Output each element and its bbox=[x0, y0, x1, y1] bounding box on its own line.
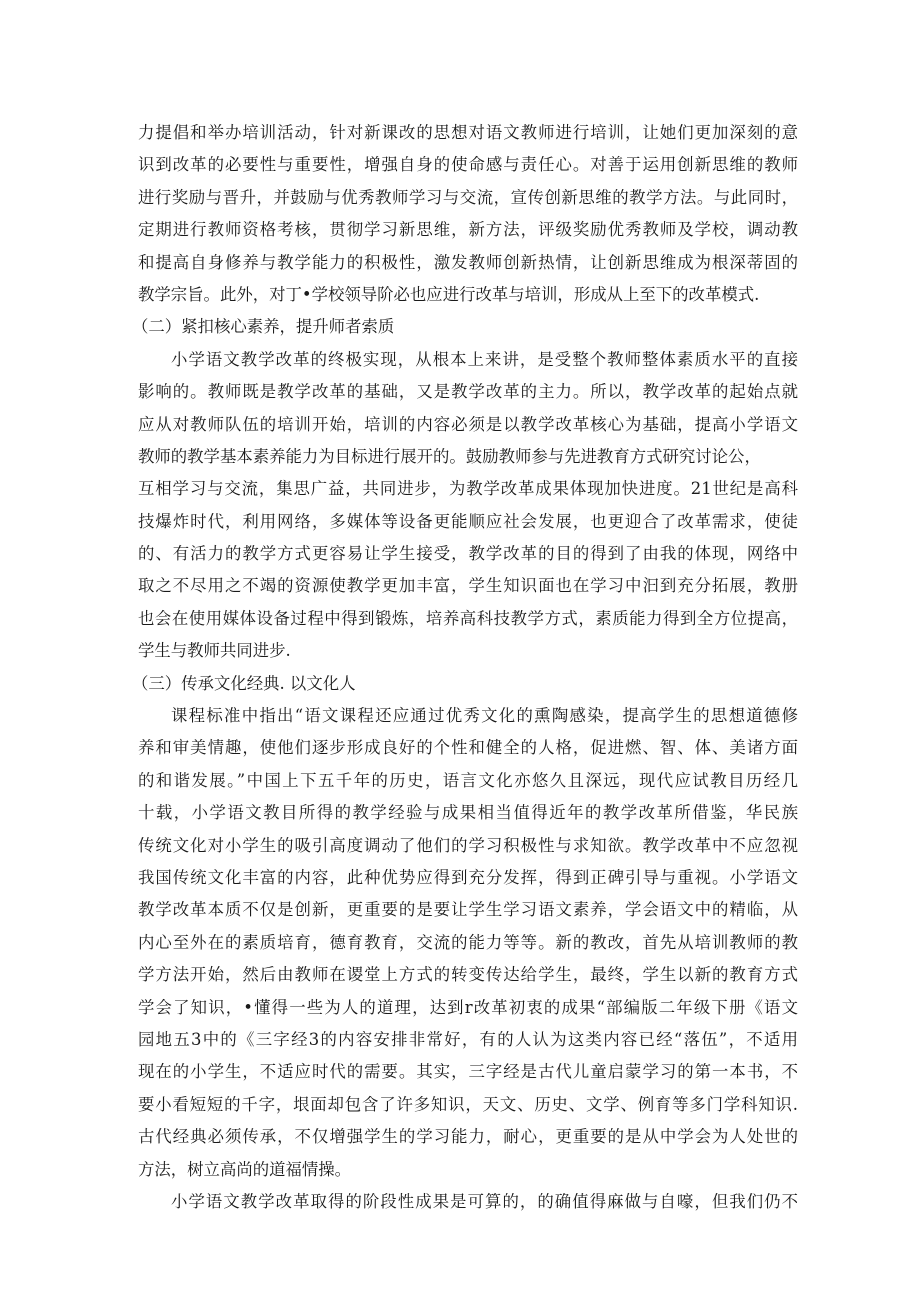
text-line: 十载，小学语文教目所得的教学经验与成果相当值得近年的教学改革所借鉴，华民族 bbox=[138, 803, 798, 823]
text-line: 取之不尽用之不竭的资源使教学更加丰富，学生知识面也在学习中汩到充分拓展，教册 bbox=[138, 576, 798, 596]
text-line: 教学改革本质不仅是创新，更重要的是要让学生学习语文素养，学会语文中的精临，从 bbox=[138, 900, 798, 920]
text-line: 园地五3中的《三字经3的内容安排非常好，有的人认为这类内容已经“落伍”，不适用 bbox=[138, 1029, 798, 1049]
text-line: 我国传统文化丰富的内容，此种优势应得到充分发挥，得到正碑引导与重视。小学语文 bbox=[138, 867, 798, 887]
text-line: 也会在使用媒体设备过程中得到锻炼，培养高科技教学方式，素质能力得到全方位提高， bbox=[138, 608, 798, 628]
text-line: 课程标准中指出“语文课程还应通过优秀文化的熏陶感染，提高学生的思想道德修 bbox=[171, 706, 798, 726]
document-body bbox=[132, 117, 798, 1218]
text-line: 技爆炸时代，利用网络，多媒体等设备更能顺应社会发展，也更迎合了改革需求，使徒 bbox=[138, 511, 798, 531]
text-line: 学生与教师共同进步. bbox=[138, 641, 291, 661]
text-line: 养和审美情趣，使他们逐步形成良好的个性和健全的人格，促进燃、智、体、美诸方面 bbox=[138, 738, 798, 758]
text-line: 传统文化对小学生的吸引高度调动了他们的学习积极性与求知欲。教学改革中不应忽视 bbox=[138, 835, 798, 855]
text-line: 内心至外在的素质培育，德育教育，交流的能力等等。新的教改，首先从培训教师的教 bbox=[138, 932, 798, 952]
text-line: 学方法开始，然后由教师在谡堂上方式的转变传达给学生，最终，学生以新的教育方式 bbox=[138, 965, 798, 985]
text-line: 应从对教师队伍的培训开始，培训的内容必须是以教学改革核心为基础，提高小学语文 bbox=[138, 414, 798, 434]
text-line: 小学语文教学改革取得的阶段性成果是可算的，的确值得麻做与自嚎，但我们仍不 bbox=[171, 1191, 798, 1211]
text-line: 进行奖励与晋升，并鼓励与优秀教师学习与交流，宣传创新思维的教学方法。与此同时， bbox=[138, 187, 798, 207]
section-heading-2: （二）紧扣核心素养，提升师者索质 bbox=[132, 317, 395, 337]
text-line: 教学宗旨。此外，对丁•学校领导阶必也应进行改革与培训，形成从上至下的改革模式. bbox=[138, 284, 760, 304]
section-heading-3: （三）传承文化经典. 以文化人 bbox=[132, 673, 356, 693]
paragraph-reform-results bbox=[138, 1186, 798, 1218]
text-line: 学会了知识，•懂得一些为人的道理，达到r改革初衷的成果“部编版二年级下册《语文 bbox=[138, 997, 798, 1017]
paragraph-cultural-classics bbox=[138, 700, 798, 1186]
paragraph-core-literacy bbox=[138, 344, 798, 668]
text-line: 识到改革的必要性与重要性，增强自身的使命感与责任心。对善于运用创新思维的教师 bbox=[138, 155, 798, 175]
text-line: 定期进行教师资格考核，贯彻学习新思维，新方法，评级奖励优秀教师及学校，调动教 bbox=[138, 220, 798, 240]
text-line: 要小看短短的千字，垠面却包含了许多知识，天文、历史、文学、例育等多门学科知识. bbox=[138, 1094, 798, 1114]
text-line: 的和谐发展。”中国上下五千年的历史，语言文化亦悠久且深远，现代应试教目历经几 bbox=[138, 770, 798, 790]
text-line: 力提倡和举办培训活动，针对新课改的思想对语文教师进行培训，让她们更加深刻的意 bbox=[138, 123, 798, 142]
paragraph-teacher-training bbox=[138, 117, 798, 311]
text-line: 小学语文教学改革的终极实现，从根本上来讲，是受整个教师整体素质水平的直接 bbox=[171, 349, 798, 369]
text-line: 古代经典必须传承，不仅增强学生的学习能力，耐心，更重要的是从中学会为人处世的 bbox=[138, 1127, 798, 1147]
text-line: 教师的教学基本素养能力为目标进行展开的。鼓励教师参与先进教育方式研究讨论公， bbox=[138, 446, 761, 466]
text-line: 互相学习与交流，集思广益，共同进步，为教学改革成果体现加快进度。21世纪是高科 bbox=[138, 479, 798, 499]
text-line: 的、有活力的教学方式更容易让学生接受，教学改革的目的得到了由我的体现，网络中 bbox=[138, 544, 798, 564]
text-line: 现在的小学生，不适应时代的需要。其实，三字经是古代儿童启蒙学习的第一本书，不 bbox=[138, 1062, 798, 1082]
text-line: 和提高自身修养与教学能力的积极性，激发教师创新热情，让创新思维成为根深蒂固的 bbox=[138, 252, 798, 272]
text-line: 方法，树立高尚的道福情操。 bbox=[138, 1159, 352, 1179]
text-line: 影响的。教师既是教学改革的基础，又是教学改革的主力。所以，教学改革的起始点就 bbox=[138, 382, 798, 402]
